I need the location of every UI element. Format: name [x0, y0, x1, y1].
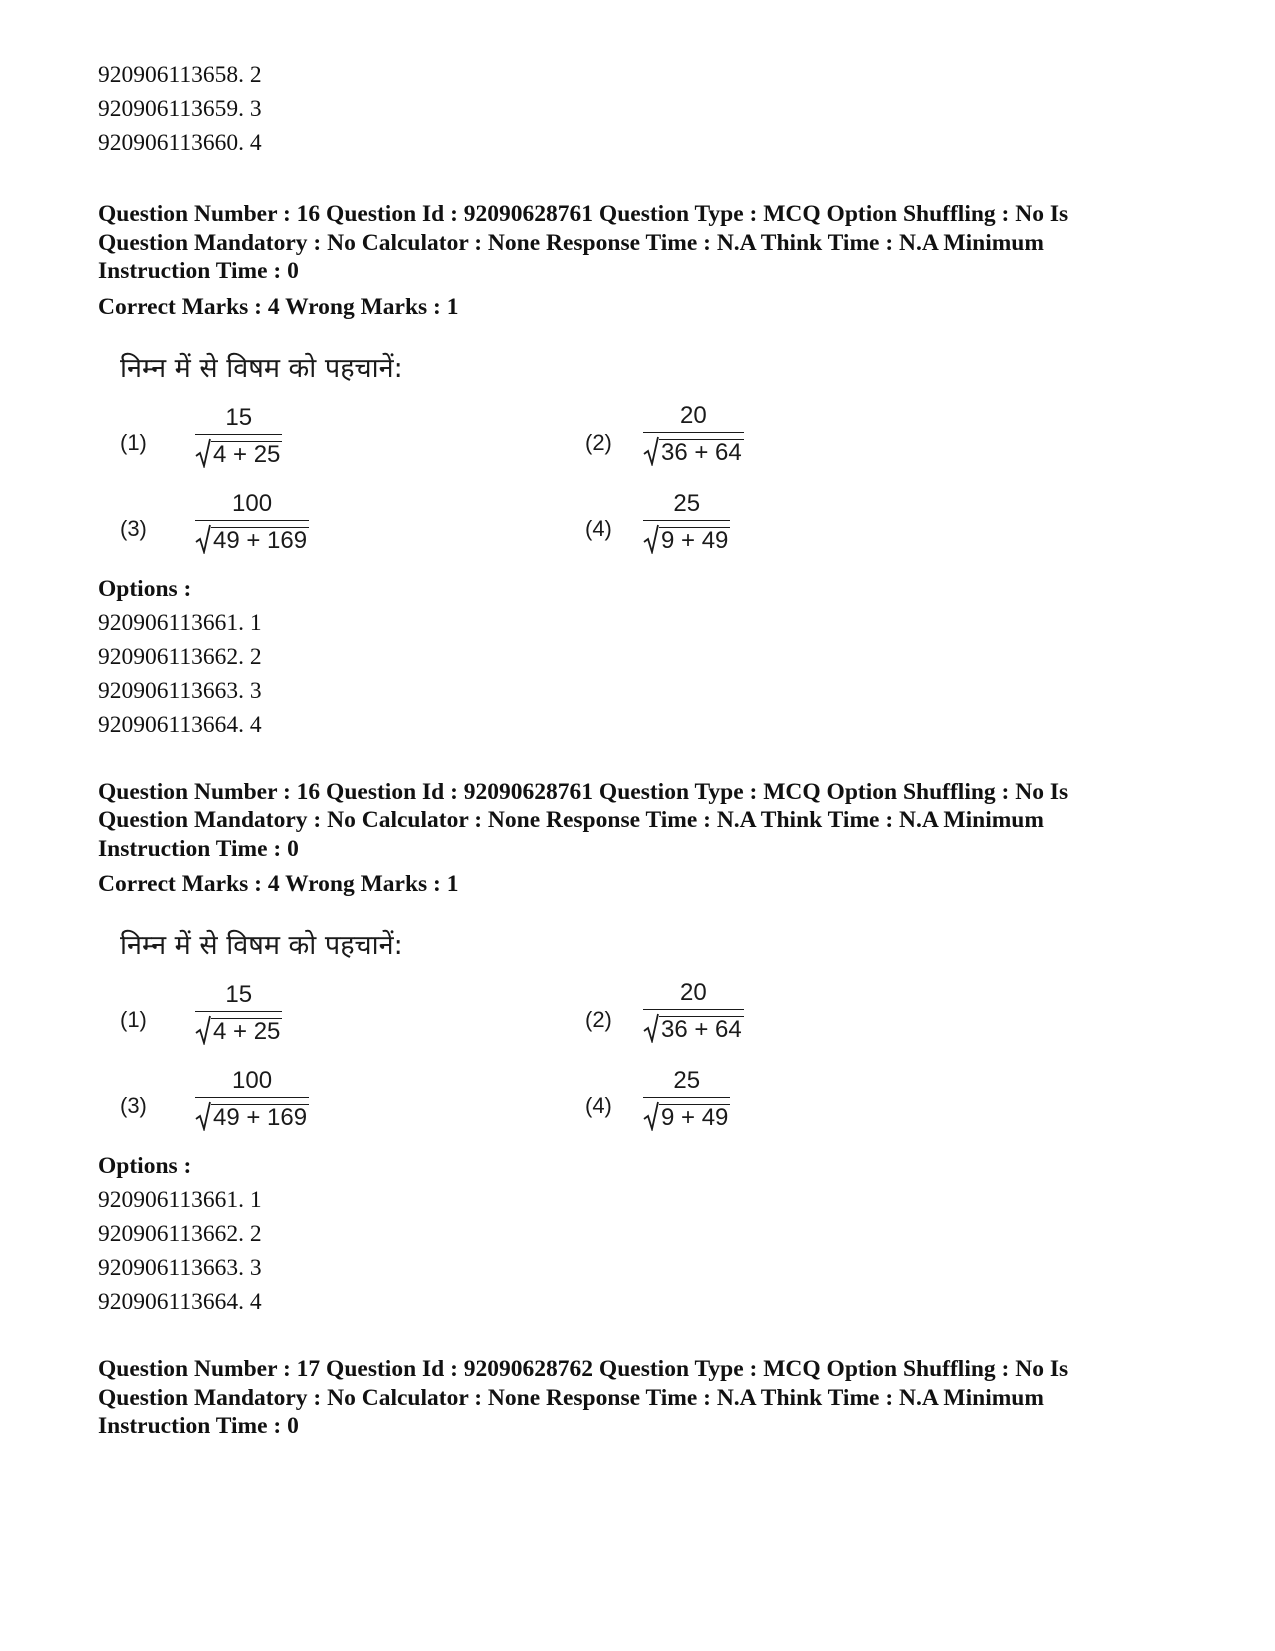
- choice-label: (2): [585, 1007, 612, 1032]
- fraction-numerator: 20: [680, 979, 707, 1006]
- meta-line: Instruction Time : 0: [98, 258, 299, 284]
- square-root-icon: [643, 436, 659, 466]
- fraction-numerator: 100: [232, 489, 273, 517]
- fraction-numerator: 25: [673, 1067, 701, 1094]
- question-block: [98, 1355, 1218, 1441]
- square-root-icon: [195, 1101, 211, 1131]
- option-line: 920906113658. 2: [98, 62, 262, 88]
- meta-line: Question Mandatory : No Calculator : None Response Time : N.A Think Time : N.A Minimum: [98, 229, 1044, 256]
- option-line: 920906113661. 1: [98, 609, 262, 636]
- fraction-denominator: [643, 520, 730, 554]
- fraction-denominator: [643, 1009, 744, 1043]
- radicand: 49 + 169: [213, 1104, 308, 1131]
- choice-fraction-1: [195, 404, 282, 468]
- square-root-icon: [195, 524, 211, 554]
- question-meta: [98, 200, 1218, 286]
- question-block: [98, 200, 1218, 742]
- option-line: 920906113663. 3: [98, 1255, 262, 1281]
- option-line: 920906113663. 3: [98, 677, 262, 704]
- fraction-numerator: 25: [673, 489, 701, 517]
- fraction-numerator: 100: [232, 1067, 273, 1094]
- radicand: 36 + 64: [661, 438, 742, 466]
- question-text: निम्न में से विषम को पहचानें:: [120, 352, 403, 384]
- meta-line: Question Number : 16 Question Id : 92090628761 Question Type : MCQ Option Shuffling : No Is: [98, 201, 1069, 227]
- square-root-icon: [643, 1101, 659, 1131]
- marks-line: Correct Marks : 4 Wrong Marks : 1: [98, 293, 459, 320]
- choice-label: (1): [120, 1007, 147, 1032]
- fraction-denominator: [195, 520, 309, 554]
- meta-line: Instruction Time : 0: [98, 835, 299, 862]
- radicand: 49 + 169: [213, 526, 308, 554]
- option-line: 920906113664. 4: [98, 1289, 262, 1315]
- question-text: निम्न में से विषम को पहचानें:: [120, 930, 403, 961]
- choice-fraction-4: [643, 1067, 730, 1131]
- options-section: [98, 572, 1218, 742]
- option-line: 920906113661. 1: [98, 1187, 262, 1213]
- choice-fraction-4: [643, 490, 730, 554]
- fraction-denominator: [195, 434, 282, 468]
- options-heading: Options :: [98, 1153, 192, 1179]
- choice-fraction-2: [643, 402, 744, 466]
- meta-line: Question Number : 16 Question Id : 92090628761 Question Type : MCQ Option Shuffling : No Is: [98, 778, 1069, 805]
- previous-options-list: [98, 58, 1218, 160]
- choice-fraction-3: [195, 1067, 309, 1131]
- options-section: [98, 1149, 1218, 1319]
- square-root-icon: [195, 438, 211, 468]
- choice-label: (3): [120, 1093, 147, 1118]
- meta-line: Question Mandatory : No Calculator : None Response Time : N.A Think Time : N.A Minimum: [98, 1384, 1044, 1411]
- radicand: 36 + 64: [661, 1016, 742, 1043]
- choice-fraction-3: [195, 490, 309, 554]
- fraction-numerator: 15: [225, 981, 253, 1008]
- square-root-icon: [643, 524, 659, 554]
- choice-fraction-2: [643, 979, 744, 1043]
- option-line: 920906113660. 4: [98, 130, 262, 156]
- fraction-numerator: 15: [225, 403, 253, 431]
- question-image: [98, 330, 1218, 552]
- option-line: 920906113662. 2: [98, 643, 262, 670]
- question-meta: [98, 1355, 1218, 1441]
- question-block: [98, 778, 1218, 1320]
- choice-label: (1): [120, 429, 147, 455]
- fraction-denominator: [643, 1097, 730, 1131]
- option-line: 920906113664. 4: [98, 711, 262, 738]
- options-heading: Options :: [98, 575, 192, 602]
- fraction-denominator: [195, 1097, 309, 1131]
- question-image: [98, 907, 1218, 1129]
- fraction-denominator: [643, 432, 744, 466]
- document-page: [98, 58, 1218, 1441]
- meta-line: Question Number : 17 Question Id : 92090628762 Question Type : MCQ Option Shuffling : No Is: [98, 1356, 1069, 1382]
- choice-label: (4): [585, 515, 612, 541]
- square-root-icon: [643, 1013, 659, 1043]
- radicand: 9 + 49: [661, 526, 729, 554]
- choice-label: (4): [585, 1093, 612, 1118]
- option-line: 920906113659. 3: [98, 96, 262, 122]
- marks-line: Correct Marks : 4 Wrong Marks : 1: [98, 871, 459, 897]
- meta-line: Instruction Time : 0: [98, 1413, 299, 1439]
- radicand: 4 + 25: [213, 1018, 281, 1045]
- choice-label: (3): [120, 515, 147, 541]
- choice-label: (2): [585, 429, 612, 455]
- fraction-numerator: 20: [680, 401, 707, 429]
- question-meta: [98, 778, 1218, 864]
- fraction-denominator: [195, 1011, 282, 1045]
- radicand: 4 + 25: [213, 440, 281, 468]
- choice-fraction-1: [195, 981, 282, 1045]
- option-line: 920906113662. 2: [98, 1221, 262, 1247]
- square-root-icon: [195, 1015, 211, 1045]
- meta-line: Question Mandatory : No Calculator : None Response Time : N.A Think Time : N.A Minimum: [98, 807, 1044, 833]
- radicand: 9 + 49: [661, 1104, 729, 1131]
